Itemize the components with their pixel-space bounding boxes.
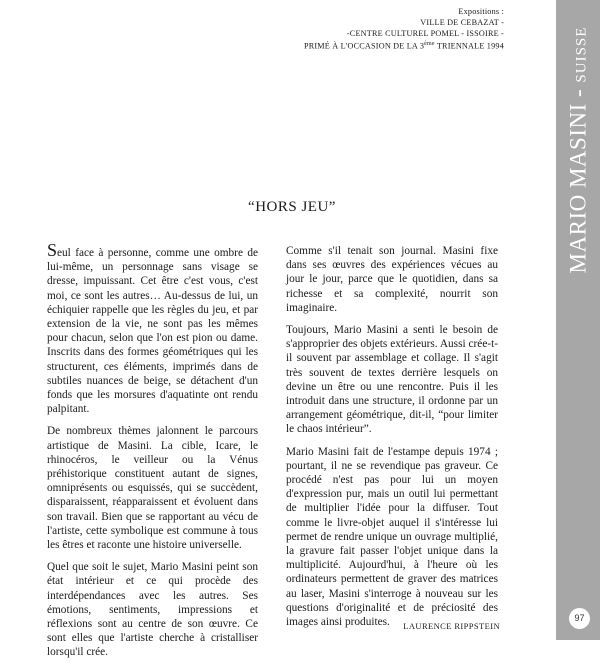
header-label: Expositions : xyxy=(458,7,504,16)
artist-sidebar xyxy=(556,0,600,640)
artist-country: SUISSE xyxy=(573,26,589,83)
right-column xyxy=(286,244,498,637)
artist-name: MARIO MASINI xyxy=(565,103,590,274)
sidebar-text xyxy=(556,0,600,300)
drop-cap: S xyxy=(47,240,58,260)
paragraph-text: eul face à personne, comme une ombre de lui-même, un personnage sans visage se dresse, impuissant. Cet être c'est vous, c'est moi, ce sont les autres… Au-dessus de lui, un échiquier rappelle que les règles du jeu, et par extension de la vie, ne sont pas les mêmes pour chacun, selon que l'on est pion ou dame. Inscrits dans des formes géométriques qui les structurent, ces éléments, imprimés dans de subtiles nuances de beige, se détachent d'un fonds que les morsures d'aquatinte ont rendu palpitant. xyxy=(47,247,258,416)
sidebar-rotated-label xyxy=(565,27,591,274)
article-title: “HORS JEU” xyxy=(248,199,336,215)
header-award xyxy=(204,39,504,52)
sidebar-separator: - xyxy=(565,82,590,104)
award-prefix: PRIMÉ À L'OCCASION DE LA 3 xyxy=(303,41,425,51)
paragraph: Comme s'il tenait son journal. Masini fixe dans ses œuvres des expériences vécues au jour le jour, parce que le quotidien, dans sa richesse et sa complexité, nourrit son imaginaire. xyxy=(286,245,498,314)
exhibition-header xyxy=(204,6,504,52)
award-superscript: ème xyxy=(424,41,435,47)
left-column xyxy=(47,240,258,668)
header-venue-2: -CENTRE CULTUREL POMEL - ISSOIRE - xyxy=(346,29,504,38)
author-signature: LAURENCE RIPPSTEIN xyxy=(403,621,500,631)
paragraph: Toujours, Mario Masini a senti le besoin de s'approprier des objets extérieurs. Aussi crée-t-il souvent par assemblage et collage. Il s'agit très souvent de textes derrière lesquels on devine un être ou une rencontre. Puis il les introduit dans une structure, il ordonne par un arrangement géométrique, dit-il, “pour limiter le chaos intérieur”. xyxy=(286,324,498,436)
paragraph xyxy=(47,240,258,416)
header-venue-1: VILLE DE CEBAZAT - xyxy=(420,18,504,27)
paragraph: De nombreux thèmes jalonnent le parcours artistique de Masini. La cible, Icare, le rhinocéros, le veilleur ou la Vénus préhistorique constituent autant de signes, omniprésents ou esquissés, qui se succèdent, disparaissent, réapparaissent et évoluent dans son travail. Bien que se rapportant au vécu de l'artiste, cette symbolique est commune à tous les êtres et raconte une histoire universelle. xyxy=(47,425,258,552)
paragraph: Quel que soit le sujet, Mario Masini peint son état intérieur et ce qui procède des interdépendances avec les autres. Ses émotions, sentiments, impressions et réflexions sont au centre de son œuvre. Ce sont elles que l'artiste cherche à cristalliser lorsqu'il crée. xyxy=(47,561,258,659)
page-number: 97 xyxy=(569,608,590,629)
paragraph: Mario Masini fait de l'estampe depuis 1974 ; pourtant, il ne se revendique pas graveur. Ce procédé n'est pas pour lui un moyen d'expression pur, mais un outil lui permettant de multiplier l'idée pour la diffuser. Tout comme le livre-objet auquel il s'intéresse lui permet de rendre unique un ouvrage multiplié, la gravure fait passer l'objet unique dans la multiplicité. Aujourd'hui, à l'heure où les ordinateurs permettent de graver des matrices au laser, Masini s'interroge à nouveau sur les questions d'originalité et de préciosité des images ainsi produites. xyxy=(286,445,498,629)
award-suffix: TRIENNALE 1994 xyxy=(434,41,504,51)
